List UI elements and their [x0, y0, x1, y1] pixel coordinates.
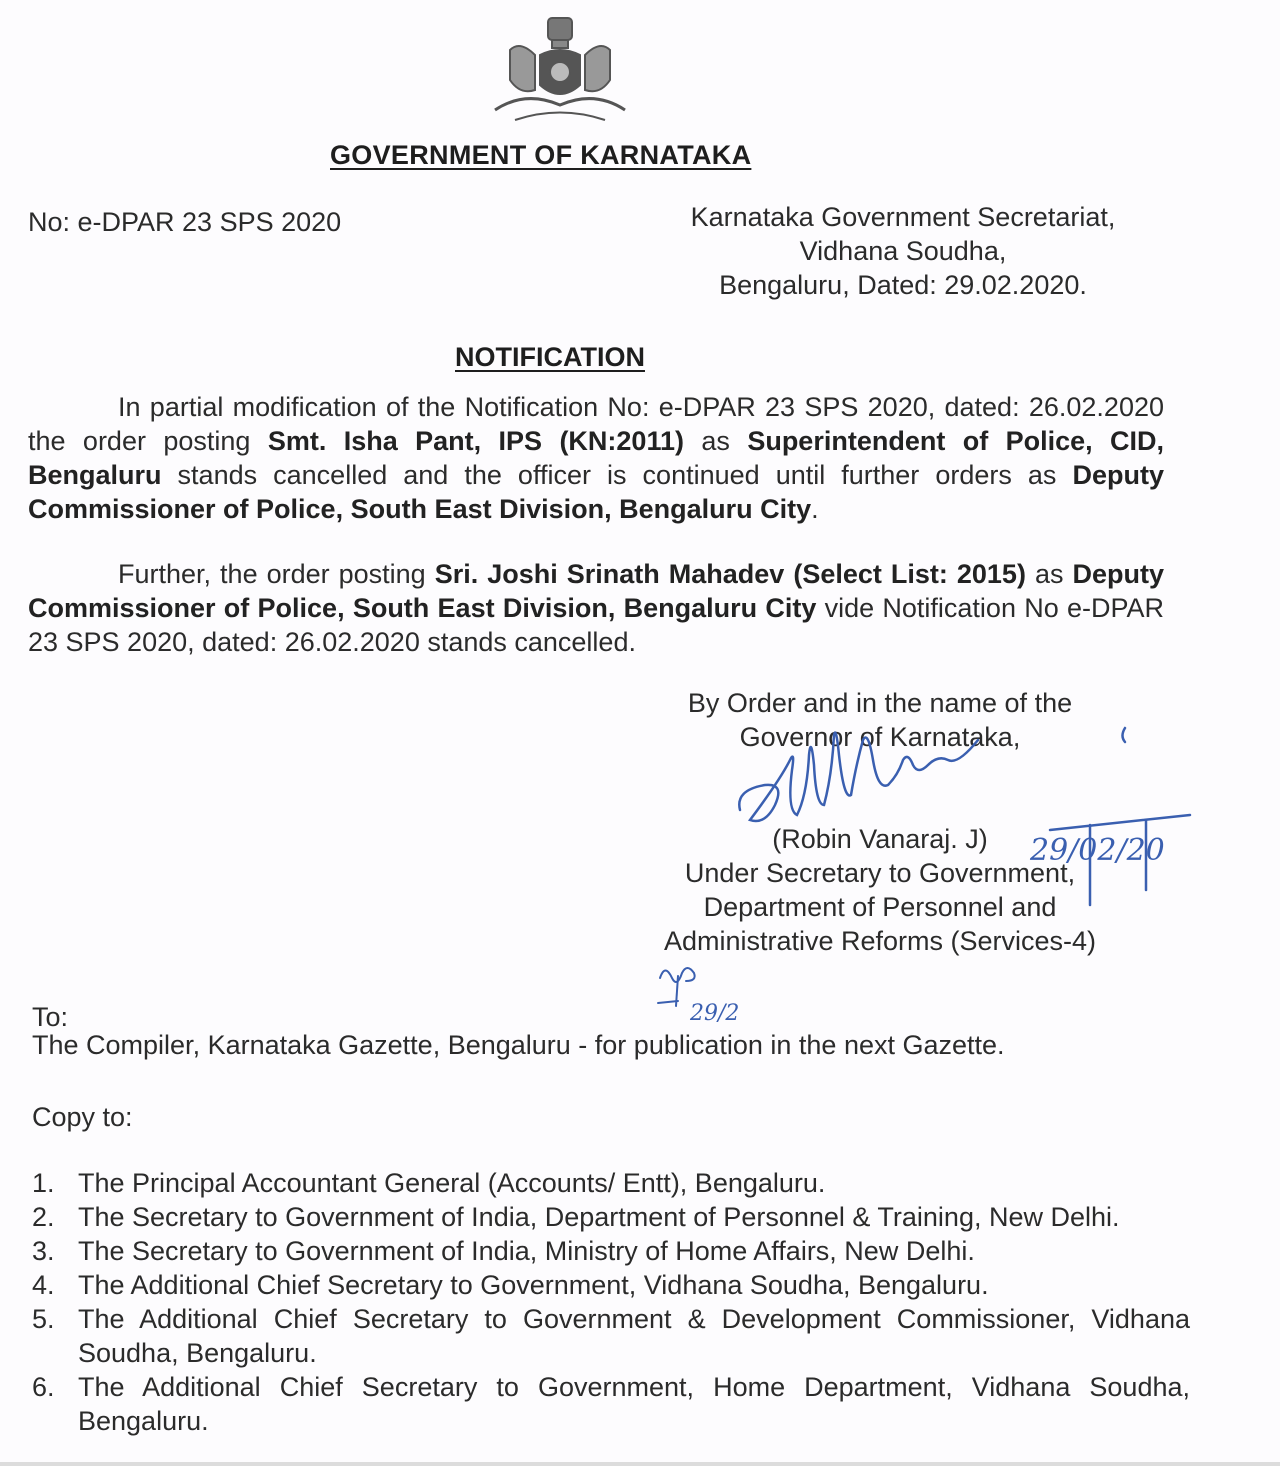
list-item	[30, 1234, 1190, 1268]
signatory-name: (Robin Vanaraj. J)	[772, 824, 988, 854]
list-item	[30, 1302, 1190, 1370]
text-run: as	[1025, 559, 1073, 589]
address-line: Karnataka Government Secretariat,	[690, 202, 1116, 232]
text-run: Further, the order posting	[118, 559, 435, 589]
list-item-number: 5.	[32, 1304, 55, 1334]
sender-address	[668, 200, 1138, 302]
bold-text-run: Deputy Commissioner of Police, South East Division, Bengaluru City	[28, 559, 1164, 623]
handwritten-signature	[730, 720, 1210, 910]
signature-line: Governor of Karnataka,	[739, 722, 1021, 752]
list-item-text: The Secretary to Government of India, Ministry of Home Affairs, New Delhi.	[78, 1236, 975, 1266]
bold-text-run: Smt. Isha Pant, IPS (KN:2011)	[267, 426, 684, 456]
notification-paragraph-2	[28, 557, 1164, 659]
page-bottom-border	[0, 1462, 1280, 1466]
address-line: Bengaluru, Dated: 29.02.2020.	[719, 270, 1087, 300]
list-item-text: The Additional Chief Secretary to Government & Development Commissioner, Vidhana Soudha, Bengaluru.	[78, 1304, 1190, 1368]
signatory-department: Administrative Reforms (Services-4)	[663, 926, 1097, 956]
reference-number: No: e-DPAR 23 SPS 2020	[28, 207, 342, 237]
signature-line: By Order and in the name of the	[687, 688, 1073, 718]
bold-text-run: Superintendent of Police, CID, Bengaluru	[28, 426, 1165, 490]
list-item-text: The Principal Accountant General (Accounts/ Entt), Bengaluru.	[78, 1168, 826, 1198]
signatory-designation: Under Secretary to Government,	[684, 858, 1076, 888]
list-item	[30, 1200, 1190, 1234]
list-item-text: The Additional Chief Secretary to Government, Vidhana Soudha, Bengaluru.	[78, 1270, 989, 1300]
initials-date: 29/2	[690, 1001, 740, 1026]
list-item-text: The Secretary to Government of India, Department of Personnel & Training, New Delhi.	[78, 1202, 1120, 1232]
list-item-number: 4.	[32, 1270, 55, 1300]
list-item	[30, 1268, 1190, 1302]
handwritten-date: 29/02/20	[1030, 833, 1165, 868]
address-line: Vidhana Soudha,	[799, 236, 1007, 266]
text-run: .	[811, 494, 819, 524]
text-run: as	[684, 426, 748, 456]
text-run: stands cancelled and the officer is continued until further orders as	[161, 460, 1073, 490]
notification-paragraph-1	[28, 390, 1164, 526]
to-label: To:	[32, 1002, 69, 1032]
signatory-department: Department of Personnel and	[703, 892, 1057, 922]
state-emblem-icon	[490, 10, 630, 128]
document-title: GOVERNMENT OF KARNATAKA	[330, 140, 752, 170]
bold-text-run: Sri. Joshi Srinath Mahadev (Select List: 2015)	[434, 559, 1026, 589]
text-run: vide Notification No e-DPAR 23 SPS 2020, dated: 26.02.2020 stands cancelled.	[28, 593, 1164, 657]
list-item	[30, 1370, 1190, 1438]
recipient-text: The Compiler, Karnataka Gazette, Bengaluru - for publication in the next Gazette.	[32, 1030, 1005, 1060]
list-item-number: 3.	[32, 1236, 55, 1266]
copy-to-label: Copy to:	[32, 1102, 133, 1132]
handwritten-initials	[650, 958, 790, 1028]
list-item-text: The Additional Chief Secretary to Government, Home Department, Vidhana Soudha, Bengaluru.	[78, 1372, 1190, 1436]
bold-text-run: Deputy Commissioner of Police, South East Division, Bengaluru City	[28, 460, 1164, 524]
notification-heading: NOTIFICATION	[455, 342, 645, 372]
text-run: In partial modification of the Notification No: e-DPAR 23 SPS 2020, dated: 26.02.2020 the order posting	[28, 392, 1164, 456]
list-item-number: 6.	[32, 1372, 55, 1402]
list-item-number: 2.	[32, 1202, 55, 1232]
list-item	[30, 1166, 1190, 1200]
list-item-number: 1.	[32, 1168, 55, 1198]
copy-to-list	[30, 1166, 1190, 1438]
